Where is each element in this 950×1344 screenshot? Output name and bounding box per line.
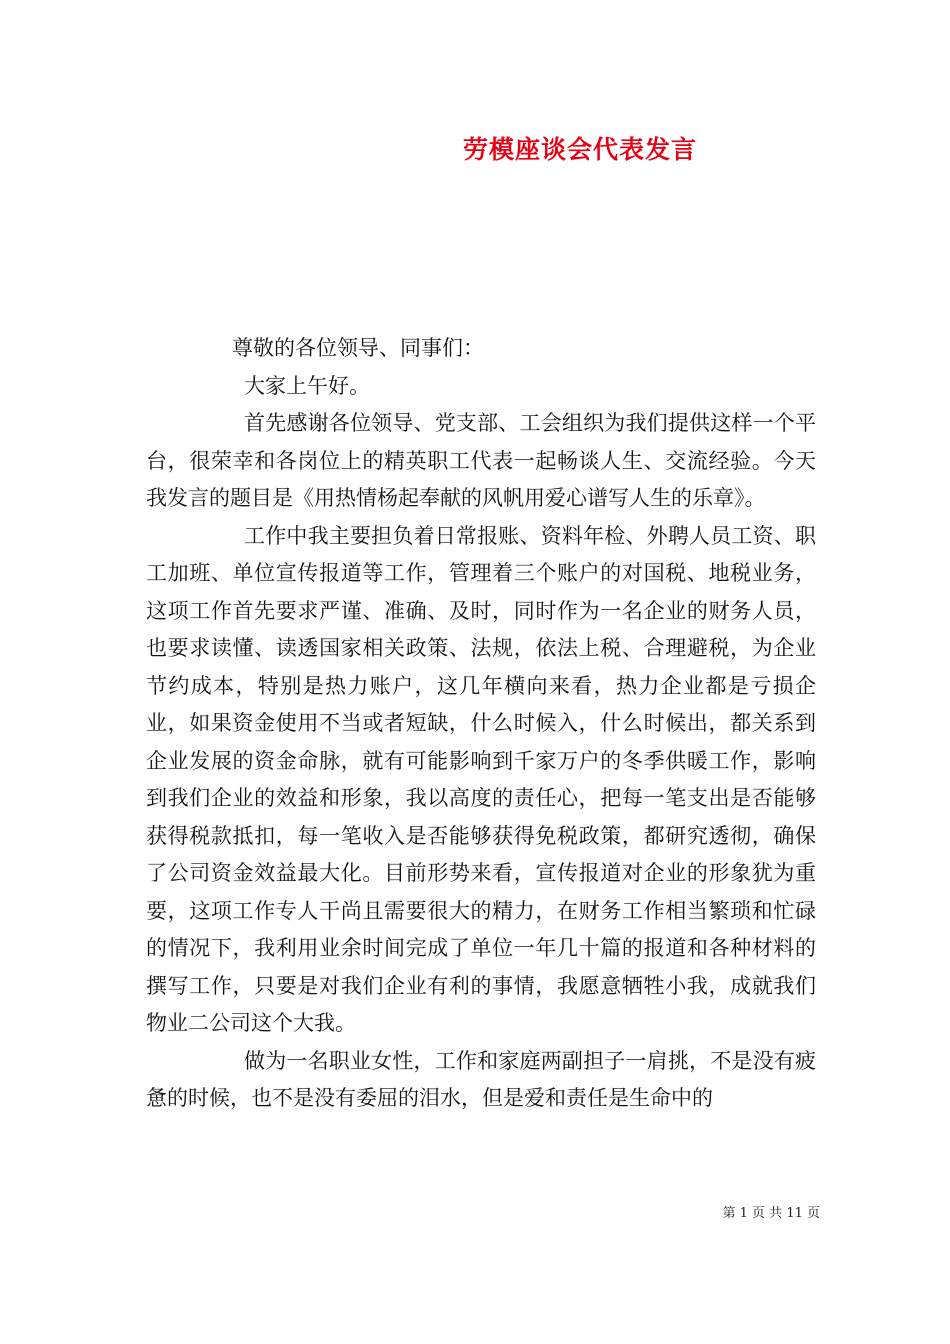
paragraph: 做为一名职业女性，工作和家庭两副担子一肩挑，不是没有疲惫的时候，也不是没有委屈的泪水，但是爱和责任是生命中的: [146, 1048, 816, 1110]
salutation: 尊敬的各位领导、同事们：: [232, 336, 484, 360]
greeting: 大家上午好。: [244, 373, 370, 398]
paragraph: 工作中我主要担负着日常报账、资料年检、外聘人员工资、职工加班、单位宣传报道等工作，管理着三个账户的对国税、地税业务，这项工作首先要求严谨、准确、及时，同时作为一名企业的财务人员，也要求读懂、读透国家相关政策、法规，依法上税、合理避税，为企业节约成本，特别是热力账户，这几年横向来看，热力企业都是亏损企业，如果资金使用不当或者短缺，什么时候入，什么时候出，都关系到企业发展的资金命脉，就有可能影响到千家万户的冬季供暖工作，影响到我们企业的效益和形象，我以高度的责任心，把每一笔支出是否能够获得税款抵扣，每一笔收入是否能够获得免税政策，都研究透彻，确保了公司资金效益最大化。目前形势来看，宣传报道对企业的形象犹为重要，这项工作专人干尚且需要很大的精力，在财务工作相当繁琐和忙碌的情况下，我利用业余时间完成了单位一年几十篇的报道和各种材料的撰写工作，只要是对我们企业有利的事情，我愿意牺牲小我，成就我们物业二公司这个大我。: [146, 523, 816, 1035]
document-body: [146, 330, 816, 1118]
paragraph: 首先感谢各位领导、党支部、工会组织为我们提供这样一个平台，很荣幸和各岗位上的精英职工代表一起畅谈人生、交流经验。今天我发言的题目是《用热情杨起奉献的风帆用爱心谱写人生的乐章》。: [146, 411, 816, 510]
page-number: 第 1 页 共 11 页: [722, 1206, 820, 1221]
document-title: 劳模座谈会代表发言: [462, 135, 697, 164]
